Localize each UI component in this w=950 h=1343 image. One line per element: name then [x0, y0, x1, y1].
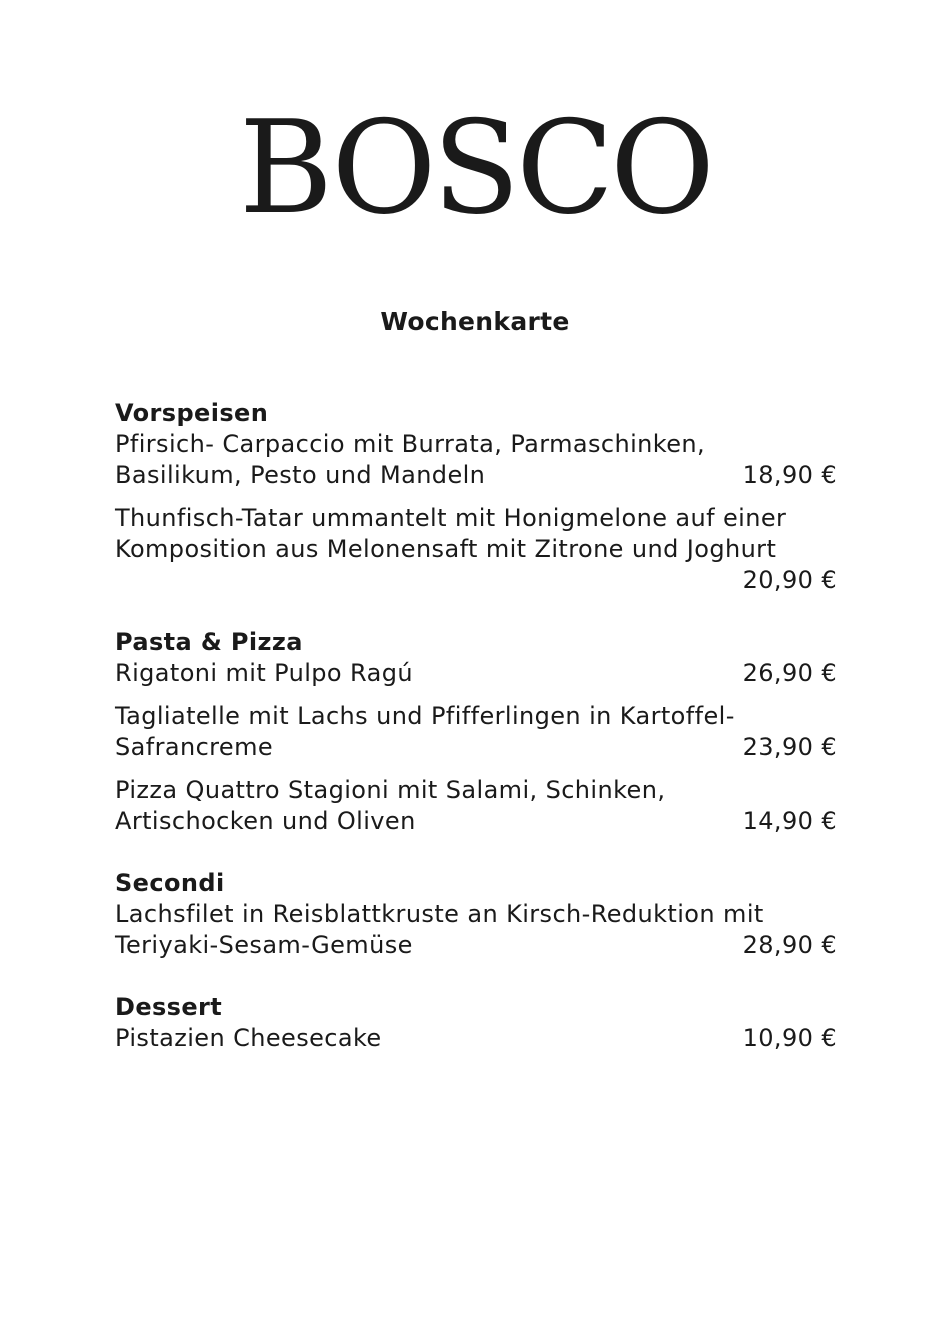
dish-description: Pfirsich- Carpaccio mit Burrata, Parmaschinken,: [115, 430, 705, 458]
dish-description: Lachsfilet in Reisblattkruste an Kirsch-Reduktion mit: [115, 900, 764, 928]
section-vorspeisen: [115, 398, 837, 596]
page-title: Wochenkarte: [380, 307, 570, 336]
dish-price: 26,90 €: [742, 659, 837, 687]
section-title: Pasta & Pizza: [115, 628, 303, 656]
dish-price: 23,90 €: [742, 733, 837, 761]
dish-description: Artischocken und Oliven: [115, 807, 416, 835]
section-title: Vorspeisen: [115, 399, 269, 427]
dish-description: Rigatoni mit Pulpo Ragú: [115, 659, 413, 687]
dish-price: 28,90 €: [742, 931, 837, 959]
menu-item: [115, 429, 837, 491]
dish-description: Basilikum, Pesto und Mandeln: [115, 461, 486, 489]
dish-price: 14,90 €: [742, 807, 837, 835]
menu-item: [115, 658, 837, 689]
menu-item: [115, 701, 837, 763]
dish-description: Pistazien Cheesecake: [115, 1024, 382, 1052]
section-pasta-pizza: [115, 627, 837, 837]
restaurant-logo: BOSCO: [239, 94, 711, 243]
dish-description: Thunfisch-Tatar ummantelt mit Honigmelone auf einer: [115, 504, 787, 532]
menu-item: [115, 775, 837, 837]
dish-price: 10,90 €: [742, 1024, 837, 1052]
dish-description: Teriyaki-Sesam-Gemüse: [115, 931, 413, 959]
dish-price: 20,90 €: [742, 566, 837, 594]
dish-description: Komposition aus Melonensaft mit Zitrone und Joghurt: [115, 535, 777, 563]
menu: [115, 398, 837, 1085]
section-secondi: [115, 868, 837, 961]
dish-description: Tagliatelle mit Lachs und Pfifferlingen in Kartoffel-: [115, 702, 735, 730]
section-title: Dessert: [115, 993, 223, 1021]
menu-item: [115, 1023, 837, 1054]
dish-price: 18,90 €: [742, 461, 837, 489]
section-title: Secondi: [115, 869, 225, 897]
menu-item: [115, 899, 837, 961]
menu-item: [115, 503, 837, 596]
dish-description: Pizza Quattro Stagioni mit Salami, Schinken,: [115, 776, 666, 804]
section-dessert: [115, 992, 837, 1054]
dish-description: Safrancreme: [115, 733, 274, 761]
